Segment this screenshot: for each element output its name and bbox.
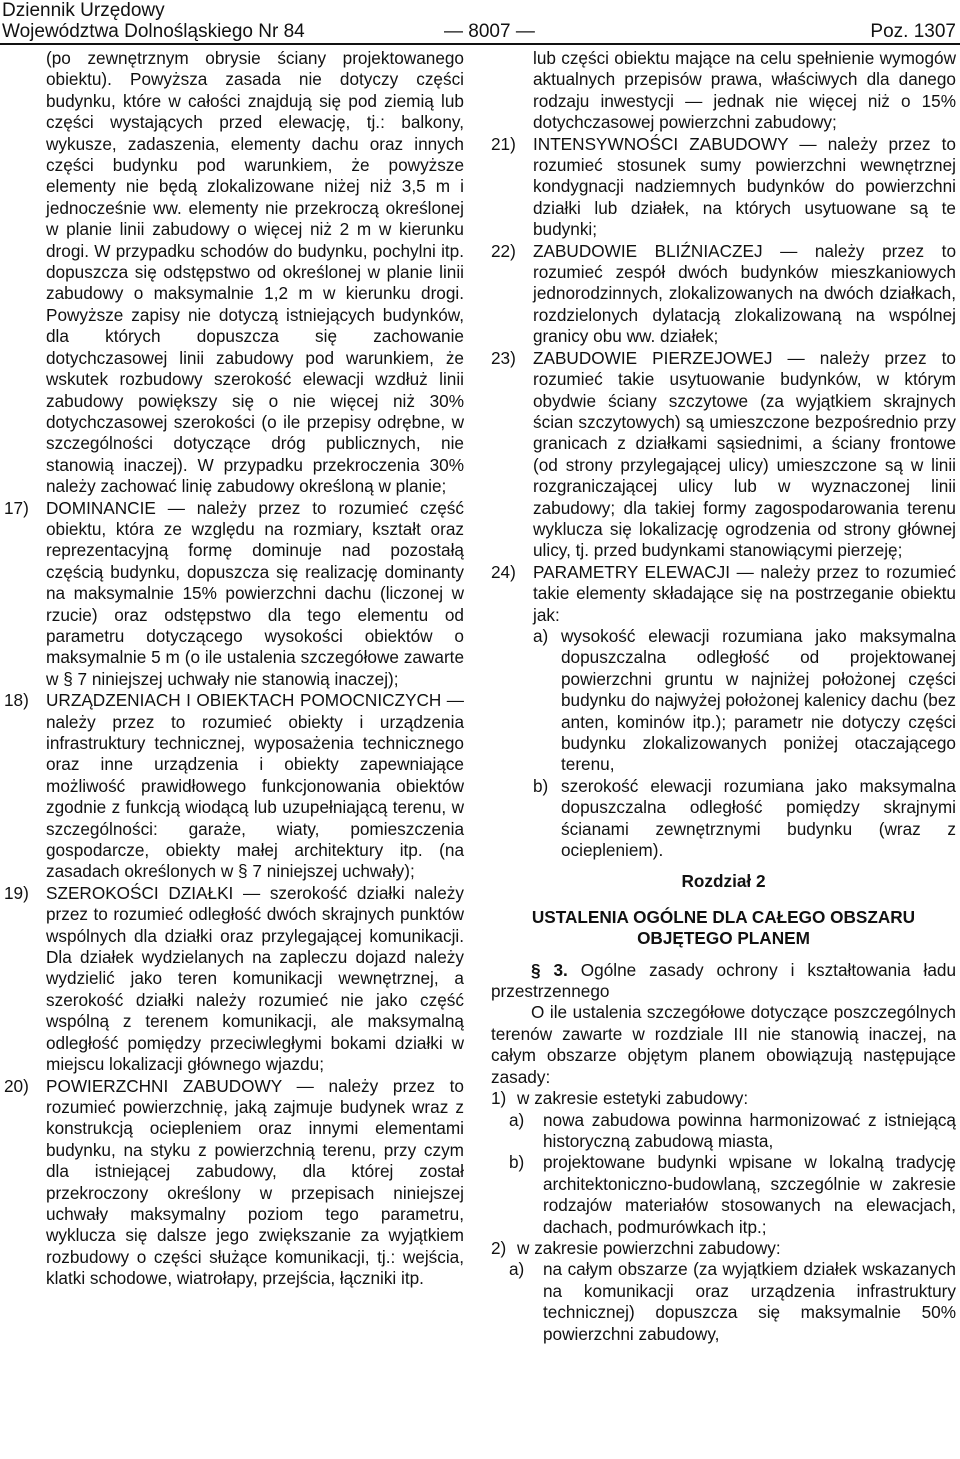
- item-16-continuation: (po zewnętrznym obrysie ściany projektowanego obiektu). Powyższa zasada nie dotyczy części budynku, które w całości znajdują się pod ziemią lub części wystających przed elewację, tj.: balkony, wykusze, zadaszenia, elementy dachu oraz innych części budynku pod warunkiem, że powyższe elementy nie będą zlokalizowane niżej niż 3,5 m i jednocześnie ww. elementy nie przekroczą określonej w planie linii zabudowy o więcej niż 2 m w kierunku drogi. W przypadku schodów do budynku, pochylni itp. dopuszcza się odstępstwo od określonej w planie linii zabudowy o maksymalnie 1,2 m w kierunku drogi. Powyższe zapisy nie dotyczą istniejących budynków, dla których dopuszcza się zachowanie dotychczasowej linii zabudowy pod warunkiem, że wskutek rozbudowy szerokość elewacji wzdłuż linii zabudowy powiększy się o nie więcej niż 30% dotychczasowej szerokości (o ile przepisy odrębne, w szczególności dotyczące dróg publicznych, nie stanowią inaczej). W przypadku przekroczenia 30% należy zachować linię zabudowy określoną w planie;: [46, 48, 464, 497]
- definition-item: [491, 348, 956, 562]
- item-text: PARAMETRY ELEWACJI — należy przez to rozumieć takie elementy składające się na postrzeganie obiektu jak:: [533, 561, 956, 625]
- chapter-title: USTALENIA OGÓLNE DLA CAŁEGO OBSZARU OBJĘTEGO PLANEM: [531, 906, 916, 949]
- rule-sub-item: [491, 1259, 956, 1345]
- rule-item: [491, 1238, 956, 1259]
- header-rule: [0, 43, 960, 45]
- rule-sub-letter: a): [509, 1109, 525, 1130]
- rule-sub-text: nowa zabudowa powinna harmonizować z istniejącą historyczną zabudową miasta,: [543, 1109, 956, 1151]
- rule-text: w zakresie estetyki zabudowy:: [517, 1088, 749, 1109]
- page-number: — 8007 —: [444, 21, 535, 42]
- item-number: 24): [491, 561, 516, 582]
- definition-item: [491, 134, 956, 241]
- item-number: 20): [4, 1075, 29, 1096]
- item-number: 22): [491, 240, 516, 261]
- item-number: 17): [4, 497, 29, 518]
- section-title: Ogólne zasady ochrony i kształtowania ładu przestrzennego: [491, 959, 957, 1002]
- rule-sub-letter: b): [509, 1152, 525, 1173]
- sub-item-letter: b): [533, 775, 549, 796]
- section-intro: O ile ustalenia szczegółowe dotyczące poszczególnych terenów zawarte w rozdziale III nie stanowią inaczej, na całym obszarze objętym planem obowiązują następujące zasady:: [491, 1002, 956, 1087]
- rule-number: 1): [491, 1088, 507, 1109]
- item-text: SZEROKOŚCI DZIAŁKI — szerokość działki należy przez to rozumieć odległość dwóch skrajnych punktów wspólnych dla działki oraz przylegającej komunikacji. Dla działek wydzielanych na zapleczu dojazd należy wydzielić jako teren komunikacji wewnętrznej, a szerokość działki należy rozumieć nie jako część wspólną z terenem komunikacji, ale maksymalną odległość pomiędzy przeciwległymi bokami działki w miejscu lokalizacji głównego wjazdu;: [46, 882, 464, 1075]
- chapter-label: Rozdział 2: [681, 871, 766, 892]
- item-number: 18): [4, 690, 29, 711]
- journal-title: Dziennik Urzędowy: [2, 0, 165, 21]
- definition-item: [4, 690, 464, 883]
- sub-item: [491, 626, 956, 776]
- rule-sub-item: [491, 1110, 956, 1153]
- rule-text: w zakresie powierzchni zabudowy:: [517, 1237, 781, 1258]
- section-sign: § 3.: [531, 959, 568, 980]
- item-number: 21): [491, 133, 516, 154]
- sub-item-letter: a): [533, 625, 549, 646]
- item-text: INTENSYWNOŚCI ZABUDOWY — należy przez to rozumieć stosunek sumy powierzchni wewnętrznej kondygnacji nadziemnych budynków do powierzchni działki lub działek, na których usytuowane są te budynki;: [533, 133, 956, 240]
- item-number: 23): [491, 347, 516, 368]
- page-header: [0, 0, 960, 44]
- definition-item: [4, 883, 464, 1076]
- rule-sub-item: [491, 1152, 956, 1238]
- item-text: ZABUDOWIE PIERZEJOWEJ — należy przez to rozumieć takie usytuowanie budynków, w którym obydwie ściany szczytowe (za wyjątkiem skrajnych ścian szczytowych) są umieszczone bezpośrednio przy granicach z działkami sąsiednimi, a ściany frontowe (od strony przylegającej ulicy) umieszczone są w linii rozgraniczającej ulicy lub w wyznaczonej linii zabudowy; dla takiej formy zagospodarowania terenu wyklucza się lokalizację ogrodzenia od strony głównej ulicy, tj. przed budynkami stanowiącymi pierzeję;: [533, 347, 956, 561]
- item-20-continuation: lub części obiektu mające na celu spełnienie wymogów aktualnych przepisów prawa, właściwych dla danego rodzaju inwestycji — jednak nie więcej niż o 15% dotychczasowej powierzchni zabudowy;: [533, 48, 956, 133]
- item-text: DOMINANCIE — należy przez to rozumieć część obiektu, która ze względu na rozmiary, kształt oraz reprezentacyjną formę dominuje nad pozostałą częścią budynku, dopuszcza się realizację dominanty na maksymalnie 15% powierzchni dachu (liczonej w rzucie) oraz odstępstwo dla tego elementu od parametru dotyczącego wysokości obiektów o maksymalnie 5 m (o ile ustalenia szczegółowe zawarte w § 7 niniejszej uchwały nie stanowią inaczej);: [46, 497, 464, 689]
- item-number: 19): [4, 882, 29, 903]
- item-text: POWIERZCHNI ZABUDOWY — należy przez to rozumieć powierzchnię, jaką zajmuje budynek wraz z konstrukcją ociepleniem oraz innymi elementami budynku, na styku z powierzchnią terenu, przy czym dla istniejącej zabudowy, dla której został przekroczony określony w przepisach niniejszej uchwały maksymalny poziom tego parametru, wyklucza się dalsze jego zwiększanie za wyjątkiem rozbudowy o części służące komunikacji, tj.: wejścia, klatki schodowe, wiatrołapy, przejścia, łączniki itp.: [46, 1075, 464, 1289]
- definition-item: [4, 498, 464, 691]
- definition-item: [491, 241, 956, 348]
- sub-item-text: wysokość elewacji rozumiana jako maksymalna dopuszczalna odległość od projektowanej powierzchni gruntu w najniżej położonej części budynku do najwyżej położonej kalenicy dachu (bez anten, kominów itp.); parametr nie dotyczy części budynku zlokalizowanych poniżej otaczającego terenu,: [561, 625, 956, 775]
- rule-sub-letter: a): [509, 1259, 525, 1280]
- rule-sub-text: na całym obszarze (za wyjątkiem działek wskazanych na komunikacji oraz urządzenia infrastruktury technicznej) dopuszcza się maksymalnie 50% powierzchni zabudowy,: [543, 1259, 956, 1344]
- rule-item: [491, 1088, 956, 1109]
- rule-sub-text: projektowane budynki wpisane w lokalną tradycję architektoniczno-budowlaną, szczególnie w zakresie rodzajów materiałów stosowanych na elewacjach, dachach, podmurówkach itp.;: [543, 1152, 956, 1237]
- definition-item: [4, 1076, 464, 1290]
- sub-item: [491, 776, 956, 862]
- position-number: Poz. 1307: [870, 21, 956, 42]
- item-text: ZABUDOWIE BLIŹNIACZEJ — należy przez to rozumieć zespół dwóch budynków mieszkaniowych jednorodzinnych, zlokalizowanych na dwóch działkach, rozdzielonych dylatacją zlokalizowaną na wspólnej granicy obu ww. działek;: [533, 240, 956, 347]
- definition-item: [491, 562, 956, 626]
- rule-number: 2): [491, 1237, 507, 1258]
- sub-item-text: szerokość elewacji rozumiana jako maksymalna dopuszczalna odległość pomiędzy skrajnymi ścianami zewnętrznymi budynku (wraz z ociepleniem).: [561, 775, 956, 861]
- item-text: URZĄDZENIACH I OBIEKTACH POMOCNICZYCH — należy przez to rozumieć obiekty i urządzenia infrastruktury technicznej, wyposażenia technicznego oraz inne urządzenia i obiekty zapewniające możliwość prawidłowego funkcjonowania obiektów zgodnie z funkcją wiodącą lub uzupełniającą terenu, w szczególności: garaże, wiaty, pomieszczenia gospodarcze, obiekty małej architektury itp. (na zasadach określonych w § 7 niniejszej uchwały);: [46, 690, 464, 882]
- section-heading: [491, 960, 956, 1003]
- province-issue: Województwa Dolnośląskiego Nr 84: [2, 21, 305, 42]
- left-column: [4, 48, 464, 1290]
- right-column: [491, 48, 956, 1345]
